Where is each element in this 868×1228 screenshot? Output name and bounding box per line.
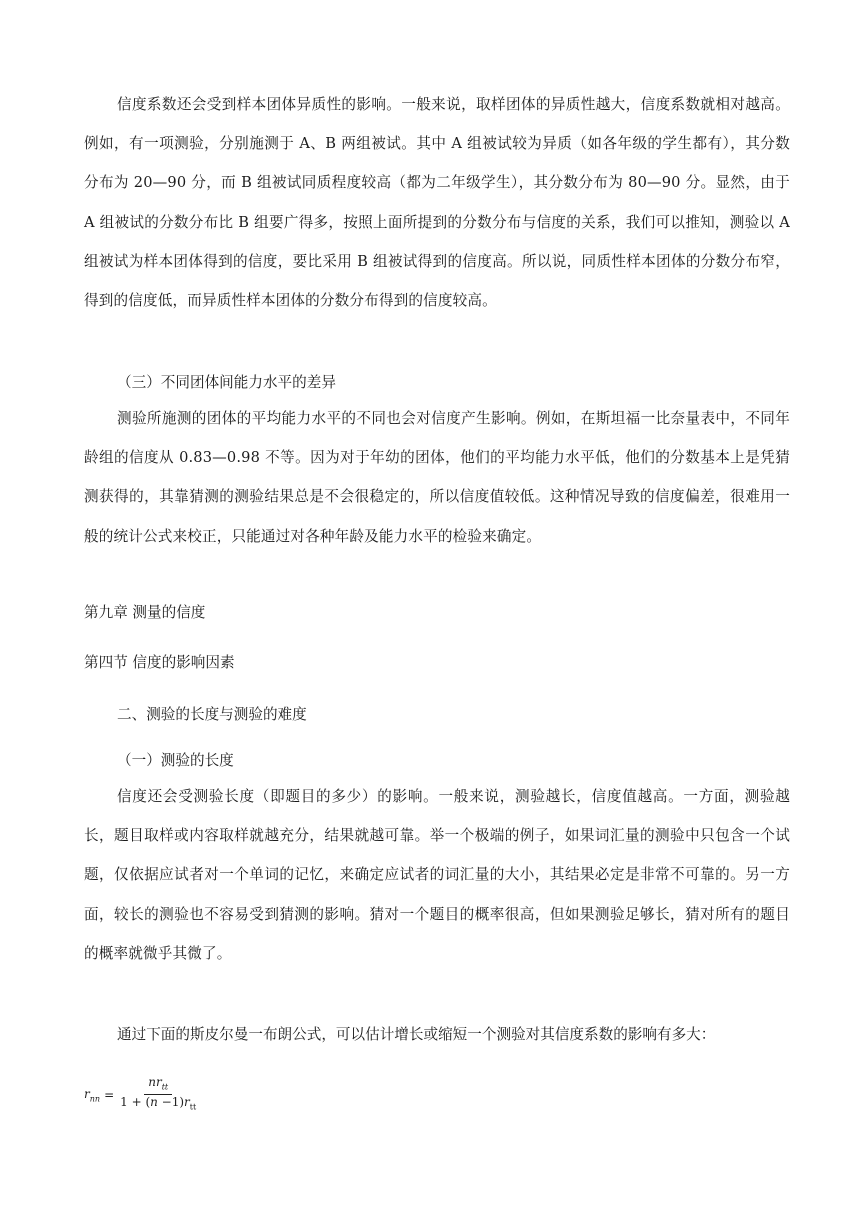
paragraph-test-length: 信度还会受测验长度（即题目的多少）的影响。一般来说，测验越长，信度值越高。一方面，测验越长，题目取样或内容取样就越充分，结果就越可靠。举一个极端的例子，如果词汇量的测验中只包含一个试题，仅依据应试者对一个单词的记忆，来确定应试者的词汇量的大小，其结果必定是非常不可靠的。另一方面，较长的测验也不容易受到猜测的影响。猜对一个题目的概率很高，但如果测验足够长，猜对所有的题目的概率就微乎其微了。 xyxy=(84,788,790,962)
formula-lhs: $r_{nn}$ xyxy=(84,1086,101,1104)
paragraph-ability-level: 测验所施测的团体的平均能力水平的不同也会对信度产生影响。例如，在斯坦福一比奈量表中，不同年龄组的信度从 0.83—0.98 不等。因为对于年幼的团体，他们的平均能力水平低，他们的分数基本上是凭猜测获得的，其靠猜测的测验结果总是不会很稳定的，所以信度值较低。这种情况导致的信度偏差，很难用一般的统计公式来校正，只能通过对各种年龄及能力水平的检验来确定。 xyxy=(84,410,790,545)
heading-ability-level: （三）不同团体间能力水平的差异 xyxy=(117,374,336,391)
section-title: 第四节 信度的影响因素 xyxy=(84,654,235,671)
formula-equals: = xyxy=(104,1087,115,1102)
formula-denominator: $1 + (n -1)r_{tt}$ xyxy=(120,1095,197,1112)
spearman-brown-formula xyxy=(84,1076,198,1114)
subsection-title: 二、测验的长度与测验的难度 xyxy=(117,706,307,723)
formula-fraction xyxy=(118,1076,198,1114)
paragraph-spearman-brown-intro: 通过下面的斯皮尔曼一布朗公式，可以估计增长或缩短一个测验对其信度系数的影响有多大： xyxy=(117,1026,716,1043)
heading-test-length: （一）测验的长度 xyxy=(117,752,234,769)
chapter-title: 第九章 测量的信度 xyxy=(84,604,206,621)
paragraph-heterogeneity: 信度系数还会受到样本团体异质性的影响。一般来说，取样团体的异质性越大，信度系数就相对越高。例如，有一项测验，分别施测于 A、B 两组被试。其中 A 组被试较为异质（如各年级的学生都有），其分数分布为 20—90 分，而 B 组被试同质程度较高（都为二年级学生），其分数分布为 80—90 分。显然，由于 A 组被试的分数分布比 B 组要广得多，按照上面所提到的分数分布与信度的关系，我们可以推知，测验以 A 组被试为样本团体得到的信度，要比采用 B 组被试得到的信度高。所以说，同质性样本团体的分数分布窄，得到的信度低，而异质性样本团体的分数分布得到的信度较高。 xyxy=(84,96,790,310)
formula-numerator: $nr_{tt}$ xyxy=(144,1076,172,1095)
